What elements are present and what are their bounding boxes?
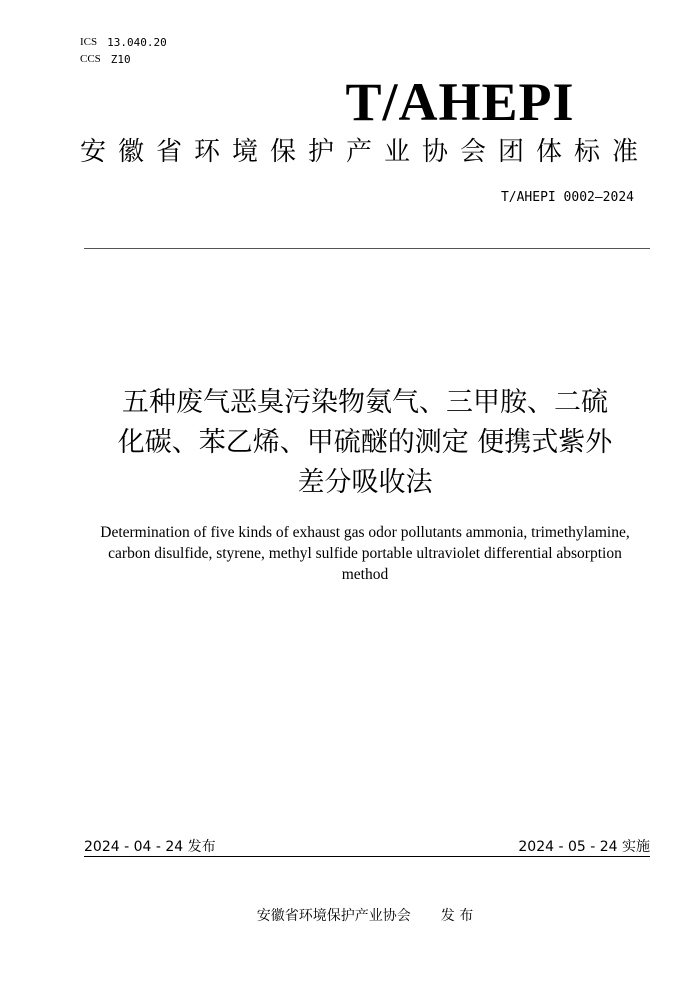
english-title-line-1: Determination of five kinds of exhaust gas odor pollutants ammonia, trimethylamine,: [100, 524, 630, 541]
ics-label: ICS: [80, 36, 98, 48]
top-divider: [84, 248, 650, 249]
bottom-divider: [84, 856, 650, 857]
issuer-line: [70, 905, 660, 925]
english-title-line-3: method: [341, 566, 389, 583]
standard-number: T/AHEPI 0002—2024: [500, 190, 634, 205]
organization-title: 安徽省环境保护产业协会团体标准: [79, 137, 650, 167]
english-title-line-2: carbon disulfide, styrene, methyl sulfide portable ultraviolet differential absorption: [108, 545, 622, 562]
chinese-title-line-2: 化碳、苯乙烯、甲硫醚的测定 便携式紫外: [117, 427, 613, 458]
brand-logo-text: T/AHEPI: [345, 72, 575, 132]
english-title: [70, 522, 660, 585]
issuer-name: 安徽省环境保护产业协会: [256, 908, 411, 924]
ccs-line: [80, 53, 131, 66]
ics-code: 13.040.20: [107, 36, 167, 49]
ccs-code: Z10: [110, 53, 131, 66]
implement-date: 2024 - 05 - 24 实施: [518, 839, 650, 855]
ics-line: [80, 36, 167, 49]
chinese-title-line-1: 五种废气恶臭污染物氨气、三甲胺、二硫: [122, 387, 608, 418]
ccs-label: CCS: [80, 53, 101, 65]
publish-date: 2024 - 04 - 24 发布: [84, 839, 216, 855]
issuer-action: 发 布: [440, 908, 474, 924]
chinese-title-line-3: 差分吸收法: [297, 467, 433, 498]
chinese-title: [70, 383, 660, 503]
